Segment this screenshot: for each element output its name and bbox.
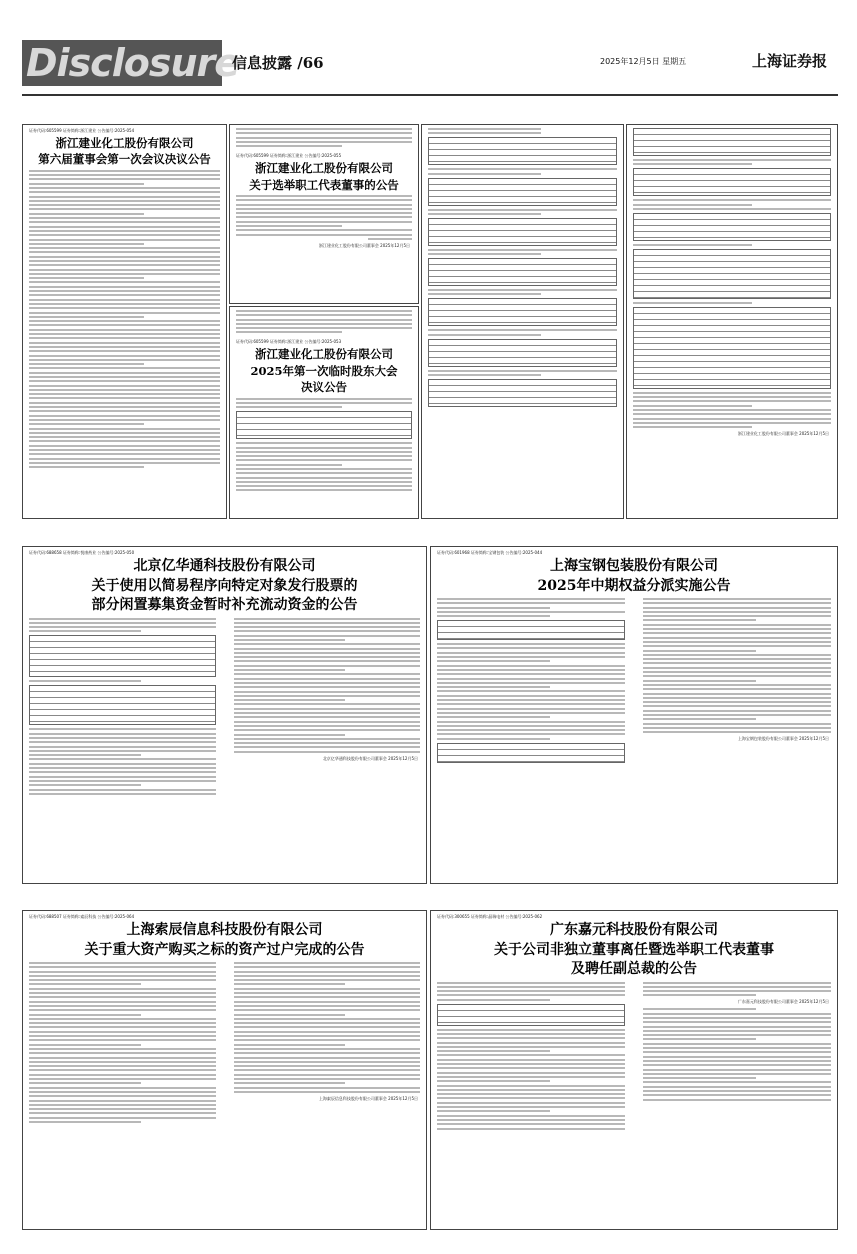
company-name: 浙江建业化工股份有限公司 [55,136,194,150]
header-rule [22,94,838,96]
results-table [428,178,617,206]
notice-title: 关于公司非独立董事离任暨选举职工代表董事 [494,941,774,958]
masthead [0,0,857,90]
company-name: 上海宝钢包装股份有限公司 [550,558,718,574]
notice-body [236,195,412,240]
voting-table [236,411,412,439]
results-table [633,307,831,389]
projects-table [29,685,216,725]
notice-body-right [637,595,837,766]
issue-date: 2025年12月5日 星期五 [600,57,687,66]
notice-code: 证券代码:605599 证券简称:浙江建业 公告编号:2025-055 [236,153,342,159]
disclosure-logo: Disclosure [22,40,222,86]
tax-table [437,743,625,763]
notice-jianye-shareholder-meeting [229,306,419,519]
notice-voting-results-continued [421,124,624,519]
results-table [428,298,617,326]
notice-title: 第六届董事会第一次会议决议公告 [38,152,211,167]
company-name: 北京亿华通科技股份有限公司 [133,558,316,574]
results-table [428,379,617,407]
company-name: 浙江建业化工股份有限公司 [255,347,393,362]
notice-suochen-asset-transfer [22,910,427,1230]
notice-body-left [431,595,631,766]
notice-title: 2025年中期权益分派实施公告 [537,577,731,594]
notice-code: 证券代码:605599 证券简称:浙江建业 公告编号:2025-054 [29,128,135,133]
results-table [428,218,617,246]
notice-body-left [23,615,222,798]
director-table [437,1004,625,1026]
notice-title: 关于使用以简易程序向特定对象发行股票的 [91,577,358,594]
notice-baosteel-dividend [430,546,838,884]
notice-body-right [228,615,427,798]
notice-yihuatong-idle-funds [22,546,427,884]
notice-body-right [637,979,837,1133]
notice-signature: 上海索辰信息科技股份有限公司董事会 2025年12月5日 [318,1095,418,1101]
notice-title: 关于选举职工代表董事的公告 [249,177,399,192]
notice-body [29,170,220,468]
results-table [428,339,617,367]
notice-signature: 广东嘉元科技股份有限公司董事会 2025年12月5日 [737,999,829,1005]
notice-code: 证券代码:605599 证券简称:浙江建业 公告编号:2025-053 [236,339,342,345]
notice-jianye-board-resolution [22,124,227,519]
notice-title: 2025年第一次临时股东大会 [250,363,398,378]
company-name: 广东嘉元科技股份有限公司 [550,922,718,938]
notice-jiayuan-director-change [430,910,838,1230]
notice-signature: 北京亿华通科技股份有限公司董事会 2025年12月5日 [322,755,418,761]
notice-code: 证券代码:688658 证券简称:悦康药业 公告编号:2025-050 [29,550,135,555]
notice-body [236,398,412,409]
section-title: 信息披露 /66 [232,54,324,72]
company-name: 浙江建业化工股份有限公司 [255,161,393,176]
results-table [428,137,617,165]
notice-signature: 浙江建业化工股份有限公司董事会 2025年12月5日 [318,242,410,248]
notice-title-line2: 部分闲置募集资金暂时补充流动资金的公告 [91,597,358,613]
notice-title-line2: 决议公告 [301,380,347,395]
notice-signature: 上海宝钢包装股份有限公司董事会 2025年12月5日 [737,736,829,742]
company-name: 上海索辰信息科技股份有限公司 [126,922,323,938]
notice-code: 证券代码:300655 证券简称:晶瑞电材 公告编号:2025-062 [437,914,543,919]
notice-jianye-employee-director [229,124,419,304]
results-table [633,128,831,156]
results-table [633,249,831,299]
notice-body-right [228,959,427,1126]
notice-title: 关于重大资产购买之标的资产过户完成的公告 [84,941,365,958]
newspaper-name: 上海证券报 [752,52,828,70]
notice-code: 证券代码:601968 证券简称:宝钢包装 公告编号:2025-044 [437,550,543,555]
notice-title-line2: 及聘任副总裁的公告 [571,961,697,977]
notice-signature: 浙江建业化工股份有限公司董事会 2025年12月5日 [737,431,829,437]
results-table [633,213,831,241]
results-table [428,258,617,286]
notice-body-left [23,959,222,1126]
results-table [633,168,831,196]
notice-body-left [431,979,631,1133]
dividend-dates-table [437,620,625,640]
funds-table [29,635,216,677]
notice-jianye-continued [626,124,838,519]
notice-code: 证券代码:688507 证券简称:索辰科技 公告编号:2025-064 [29,914,135,919]
